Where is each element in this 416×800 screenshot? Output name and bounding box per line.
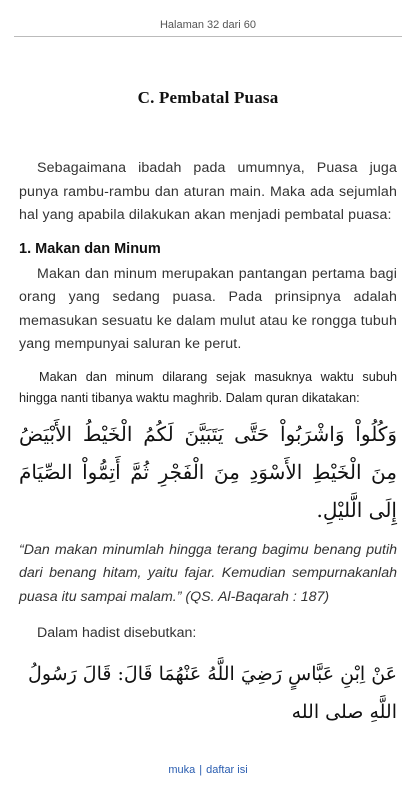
subsection-paragraph: Makan dan minum merupakan pantangan pertama bagi orang yang sedang puasa. Pada prinsipnya adalah memasukan sesuatu ke dalam mulut atau ke rongga tubuh yang mempunyai saluran ke perut.	[19, 265, 397, 352]
footer-separator: |	[199, 764, 203, 776]
hadist-arabic: عَنْ اِبْنِ عَبَّاسٍ رَضِيَ اللَّهُ عَنْهُمَا قَالَ: قَالَ رَسُولُ اللَّهِ صلى الله	[28, 663, 397, 723]
table-of-contents-link[interactable]: daftar isi	[206, 764, 248, 776]
home-link[interactable]: muka	[168, 764, 196, 776]
page-indicator: Halaman 32 dari 60	[159, 19, 256, 31]
page-header	[14, 0, 402, 37]
section-title: C. Pembatal Puasa	[137, 88, 279, 107]
subsection-note: Makan dan minum dilarang sejak masuknya waktu subuh hingga nanti tibanya waktu maghrib. Dalam quran dikatakan:	[19, 369, 397, 405]
page-footer	[0, 764, 416, 776]
quran-verse-arabic: وَكُلُواْ وَاشْرَبُواْ حَتَّى يَتَبَيَّنَ لَكُمُ الْخَيْطُ الأَبْيَضُ مِنَ الْخَيْطِ الأَسْوَدِ مِنَ الْفَجْرِ ثُمَّ أَتِمُّواْ الصِّيَامَ إِلَى الَّليْلِ.	[19, 421, 397, 522]
subsection-heading: 1. Makan dan Minum	[19, 240, 161, 257]
page-content	[0, 88, 416, 731]
hadist-intro: Dalam hadist disebutkan:	[37, 625, 197, 641]
intro-paragraph: Sebagaimana ibadah pada umumnya, Puasa juga punya rambu-rambu dan aturan main. Maka ada sejumlah hal yang apabila dilakukan akan menjadi pembatal puasa:	[19, 160, 397, 223]
verse-translation: “Dan makan minumlah hingga terang bagimu benang putih dari benang hitam, yaitu fajar. Kemudian sempurnakanlah puasa itu sampai malam.” (QS. Al-Baqarah : 187)	[19, 541, 397, 605]
